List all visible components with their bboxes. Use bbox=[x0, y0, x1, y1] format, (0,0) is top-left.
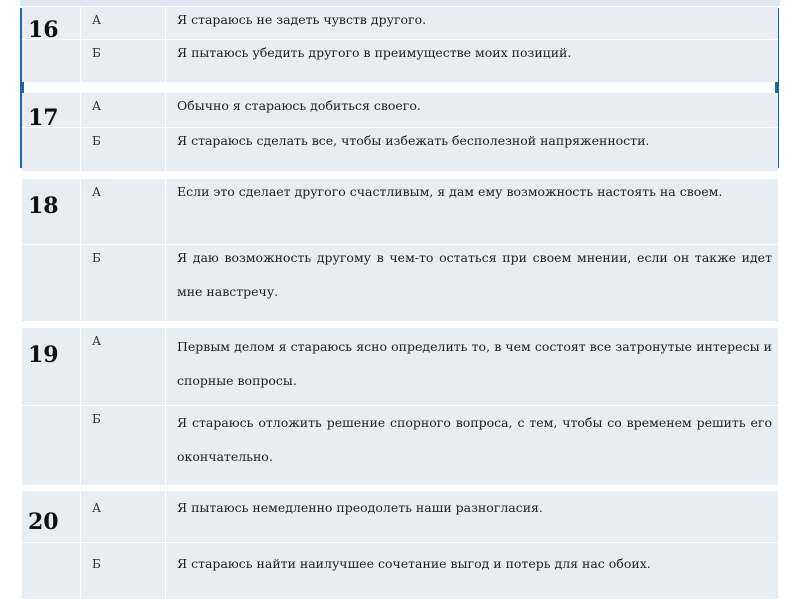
option-text: Я даю возможность другому в чем-то остаться при своем мнении, если он также идет мне навстречу. bbox=[177, 250, 772, 299]
answer-row bbox=[22, 406, 778, 485]
option-text: Обычно я стараюсь добиться своего. bbox=[177, 98, 421, 113]
option-text: Я пытаюсь убедить другого в преимуществе моих позиций. bbox=[177, 45, 572, 60]
question-block bbox=[22, 93, 778, 171]
answer-row bbox=[22, 7, 778, 40]
option-letter: А bbox=[92, 501, 102, 515]
option-letter: Б bbox=[92, 46, 101, 60]
option-letter: Б bbox=[92, 134, 101, 148]
question-block bbox=[22, 7, 778, 82]
option-text: Я стараюсь не задеть чувств другого. bbox=[177, 12, 427, 27]
option-text: Я стараюсь сделать все, чтобы избежать бесполезной напряженности. bbox=[177, 133, 650, 148]
slide-top-accent bbox=[20, 0, 780, 6]
question-number: 20 bbox=[28, 509, 59, 535]
answer-row bbox=[22, 491, 778, 543]
answer-row bbox=[22, 93, 778, 128]
question-block bbox=[22, 491, 778, 599]
question-number: 17 bbox=[28, 105, 59, 131]
option-text: Я стараюсь найти наилучшее сочетание выгод и потерь для нас обоих. bbox=[177, 556, 651, 571]
option-letter: Б bbox=[92, 557, 101, 571]
question-number: 16 bbox=[28, 17, 59, 43]
answer-row bbox=[22, 328, 778, 406]
answer-row bbox=[22, 543, 778, 599]
option-letter: Б bbox=[92, 251, 101, 265]
option-text: Я пытаюсь немедленно преодолеть наши разногласия. bbox=[177, 500, 543, 515]
option-text: Я стараюсь отложить решение спорного вопроса, с тем, чтобы со временем решить его окончательно. bbox=[177, 415, 772, 464]
question-block bbox=[22, 179, 778, 321]
option-letter: А bbox=[92, 185, 102, 199]
question-number: 18 bbox=[28, 193, 59, 219]
option-text: Если это сделает другого счастливым, я дам ему возможность настоять на своем. bbox=[177, 184, 723, 199]
option-letter: Б bbox=[92, 412, 101, 426]
answer-row bbox=[22, 40, 778, 82]
option-letter: А bbox=[92, 13, 102, 27]
answer-row bbox=[22, 179, 778, 245]
question-number: 19 bbox=[28, 342, 59, 368]
option-text: Первым делом я стараюсь ясно определить то, в чем состоят все затронутые интересы и спорные вопросы. bbox=[177, 339, 772, 388]
option-letter: А bbox=[92, 99, 102, 113]
option-letter: А bbox=[92, 334, 102, 348]
answer-row bbox=[22, 245, 778, 321]
questionnaire-table bbox=[22, 7, 778, 600]
question-block bbox=[22, 328, 778, 485]
answer-row bbox=[22, 128, 778, 171]
